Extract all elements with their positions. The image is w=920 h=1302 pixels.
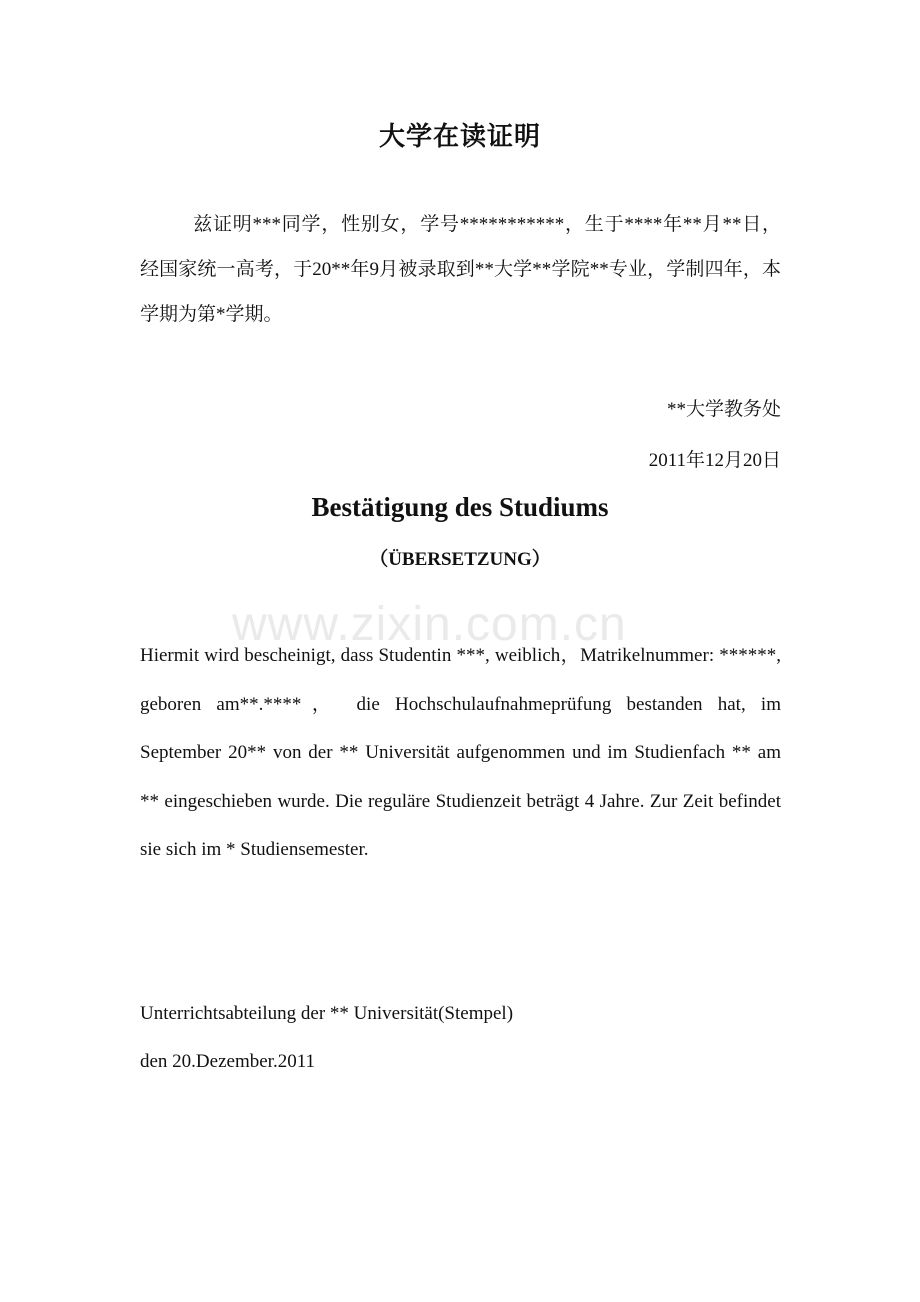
german-date: den 20.Dezember.2011 [140,1051,315,1072]
german-signature: Unterrichtsabteilung der ** Universität(Stempel) [140,1003,514,1024]
watermark: www.zixin.com.cn [232,598,627,651]
chinese-signature: **大学教务处 [666,399,781,420]
chinese-date: 2011年12月20日 [648,450,781,471]
chinese-body-paragraph: 兹证明***同学，性别女，学号***********，生于****年**月**日，经国家统一高考，于20**年9月被录取到**大学**学院**专业，学制四年，本学期为第*学期。 [140,214,781,325]
chinese-title: 大学在读证明 [378,122,541,151]
german-body-paragraph: Hiermit wird bescheinigt, dass Studentin ***, weiblich，Matrikelnummer: ******, geboren am**.****， die Hochschulaufnahmeprüfung bestanden hat, im September 20** von der ** Universität aufgenommen und im Studienfach ** am ** eingeschieben wurde. Die reguläre Studienzeit beträgt 4 Jahre. Zur Zeit befindet sie sich im * Studiensemester. [140,645,781,860]
german-title: Bestätigung des Studiums [311,492,609,522]
german-subtitle: （ÜBERSETZUNG） [369,549,551,570]
